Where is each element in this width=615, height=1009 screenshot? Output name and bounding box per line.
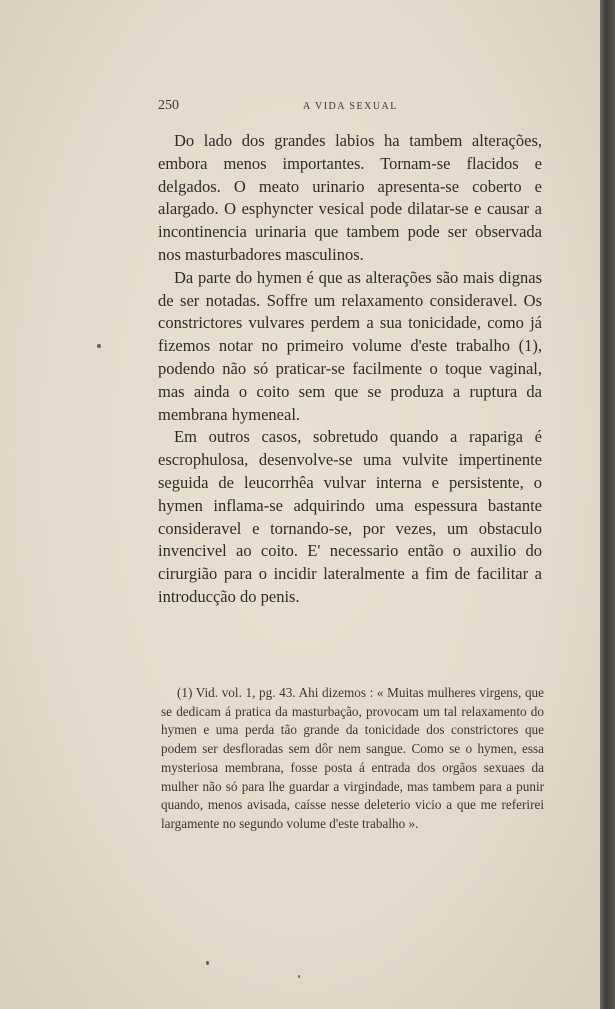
paper-speck	[97, 344, 101, 348]
paragraph-1: Do lado dos grandes labios ha tambem alterações, embora menos importantes. Tornam-se flacidos e delgados. O meato urinario apresenta-se coberto e alargado. O esphyncter vesical pode dilatar-se e causar a incontinencia urinaria que tambem pode ser observada nos masturbadores masculinos.	[158, 131, 542, 264]
footnote	[161, 684, 544, 834]
body-text	[158, 130, 542, 609]
page-number: 250	[158, 98, 179, 113]
book-spine-edge	[600, 0, 615, 1009]
running-head	[158, 98, 543, 114]
footnote-text: (1) Vid. vol. 1, pg. 43. Ahi dizemos : « Muitas mulheres virgens, que se dedicam á pratica da masturbação, provocam um tal relaxamento do hymen e uma perda tão grande da tonicidade dos constrictores que podem ser desfloradas sem dôr nem sangue. Como se o hymen, essa mysteriosa membrana, fosse posta á entrada dos orgãos sexuaes da mulher não só para lhe guardar a virgindade, mas tambem para a punir quando, menos avisada, caísse nesse deleterio vicio a que me referirei largamente no segundo volume d'este trabalho ».	[161, 685, 544, 831]
paper-speck	[298, 975, 300, 978]
paper-speck	[206, 961, 209, 965]
paragraph-3: Em outros casos, sobretudo quando a rapariga é escrophulosa, desenvolve-se uma vulvite impertinente seguida de leucorrhêa vulvar interna e persistente, o hymen inflama-se adquirindo uma espessura bastante consideravel e tornando-se, por vezes, um obstaculo invencivel ao coito. E' necessario então o auxilio do cirurgião para o incidir lateralmente a fim de facilitar a introducção do penis.	[158, 427, 542, 606]
running-title: A VIDA SEXUAL	[303, 101, 398, 112]
paragraph-2: Da parte do hymen é que as alterações são mais dignas de ser notadas. Soffre um relaxamento consideravel. Os constrictores vulvares perdem a sua tonicidade, como já fizemos notar no primeiro volume d'este trabalho (1), podendo não só praticar-se facilmente o toque vaginal, mas ainda o coito sem que se produza a ruptura da membrana hymeneal.	[158, 267, 542, 424]
